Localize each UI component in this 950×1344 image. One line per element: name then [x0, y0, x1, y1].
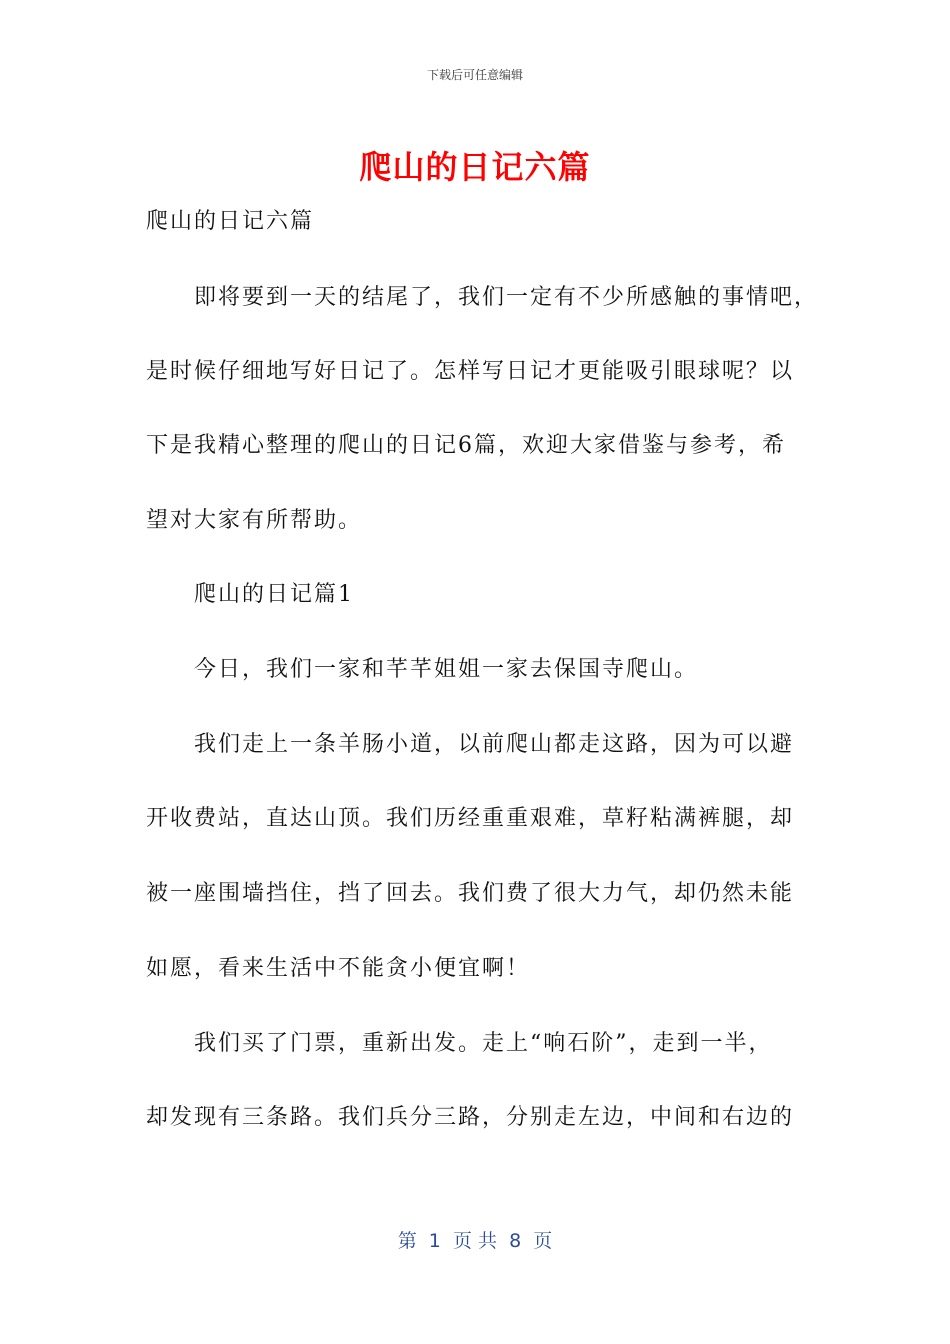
text-line: 下是我精心整理的爬山的日记6篇，欢迎大家借鉴与参考，希 [146, 433, 786, 458]
text-line: 我们买了门票，重新出发。走上“响石阶”，走到一半， [194, 1031, 773, 1056]
text-line: 如愿，看来生活中不能贪小便宜啊！ [146, 956, 531, 981]
text-line: 爬山的日记六篇 [146, 209, 315, 234]
text-line: 望对大家有所帮助。 [146, 508, 363, 533]
page-number: 第 1 页 共 8 页 [397, 1230, 553, 1252]
document-title: 爬山的日记六篇 [359, 148, 591, 186]
text-line: 开收费站，直达山顶。我们历经重重艰难，草籽粘满裤腿，却 [146, 806, 795, 831]
text-line: 被一座围墙挡住，挡了回去。我们费了很大力气，却仍然未能 [146, 881, 795, 906]
text-line: 却发现有三条路。我们兵分三路，分别走左边，中间和右边的 [146, 1105, 795, 1130]
header-note: 下载后可任意编辑 [426, 68, 523, 82]
text-line: 今日，我们一家和芊芊姐姐一家去保国寺爬山。 [194, 657, 699, 682]
text-line: 即将要到一天的结尾了，我们一定有不少所感触的事情吧， [194, 285, 819, 310]
section-heading: 爬山的日记篇1 [194, 582, 354, 607]
text-line: 我们走上一条羊肠小道，以前爬山都走这路，因为可以避 [194, 732, 795, 757]
text-line: 是时候仔细地写好日记了。怎样写日记才更能吸引眼球呢？以 [146, 359, 795, 384]
